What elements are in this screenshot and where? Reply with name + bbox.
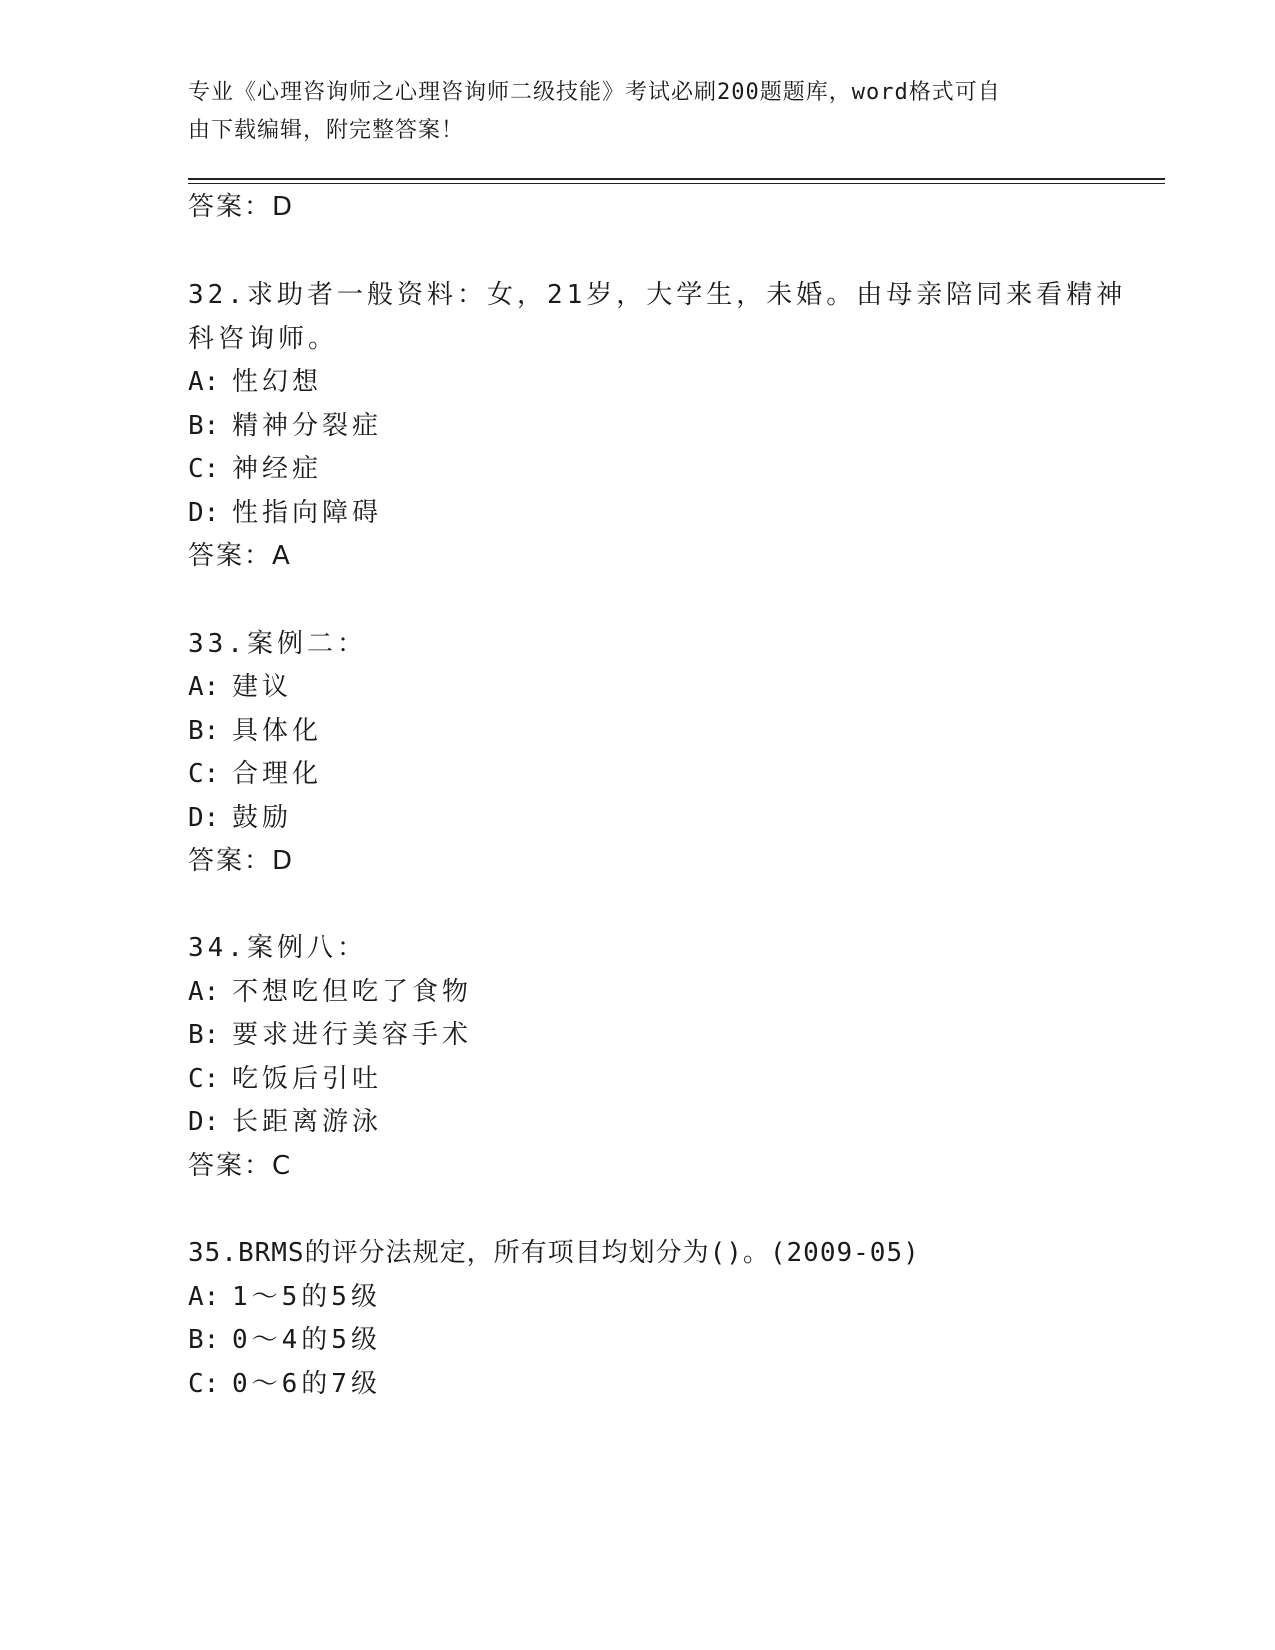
option-34-c (188, 1062, 382, 1096)
option-33-b (188, 714, 322, 748)
header-divider-thick (188, 178, 1165, 180)
option-label: C: (188, 454, 220, 484)
option-text: 合理化 (232, 759, 323, 789)
question-33-line-1: 33.案例二： (188, 629, 367, 659)
option-text: 吃饭后引吐 (232, 1064, 383, 1094)
option-label: B: (188, 1325, 220, 1355)
header-divider-thin (188, 183, 1165, 184)
option-label: D: (188, 803, 220, 833)
option-text: 长距离游泳 (232, 1107, 383, 1137)
option-35-c (188, 1367, 381, 1401)
option-label: D: (188, 498, 220, 528)
option-label: A: (188, 672, 220, 702)
option-32-c (188, 452, 322, 486)
question-32-line-1: 32.求助者一般资料：女，21岁，大学生，未婚。由母亲陪同来看精神 (188, 280, 1127, 310)
header-line-2: 由下载编辑，附完整答案！ (188, 118, 465, 143)
option-label: B: (188, 716, 220, 746)
option-label: A: (188, 1282, 220, 1312)
option-33-c (188, 757, 322, 791)
option-label: A: (188, 977, 220, 1007)
option-text: 鼓励 (232, 803, 293, 833)
option-text: 建议 (232, 672, 293, 702)
answer-32: 答案：A (188, 541, 292, 571)
option-label: C: (188, 1064, 220, 1094)
option-text: 神经症 (232, 454, 323, 484)
option-text: 性指向障碍 (232, 498, 383, 528)
answer-34: 答案：C (188, 1151, 293, 1181)
option-text: 0～6的7级 (232, 1369, 381, 1399)
option-35-a (188, 1280, 381, 1314)
answer-33: 答案：D (188, 846, 295, 876)
option-text: 0～4的5级 (232, 1325, 381, 1355)
option-label: C: (188, 1369, 220, 1399)
option-label: A: (188, 367, 220, 397)
option-text: 要求进行美容手术 (232, 1020, 473, 1050)
option-32-b (188, 409, 382, 443)
option-35-b (188, 1323, 381, 1357)
header-line-1: 专业《心理咨询师之心理咨询师二级技能》考试必刷200题题库，word格式可自 (188, 80, 1001, 105)
option-label: B: (188, 1020, 220, 1050)
option-32-a (188, 365, 322, 399)
option-text: 性幻想 (232, 367, 323, 397)
option-33-a (188, 670, 292, 704)
option-text: 精神分裂症 (232, 411, 383, 441)
option-text: 1～5的5级 (232, 1282, 381, 1312)
question-32-line-2: 科咨询师。 (188, 324, 339, 354)
question-34-line-1: 34.案例八： (188, 933, 367, 963)
document-header (188, 74, 1068, 150)
option-label: C: (188, 759, 220, 789)
option-label: D: (188, 1107, 220, 1137)
option-label: B: (188, 411, 220, 441)
option-34-d (188, 1105, 382, 1139)
option-text: 具体化 (232, 716, 323, 746)
option-34-b (188, 1018, 472, 1052)
option-32-d (188, 496, 382, 530)
option-34-a (188, 975, 472, 1009)
question-35-line-1: 35.BRMS的评分法规定，所有项目均划分为()。(2009-05) (188, 1238, 920, 1268)
answer-31: 答案：D (188, 192, 295, 222)
option-33-d (188, 801, 292, 835)
option-text: 不想吃但吃了食物 (232, 977, 473, 1007)
